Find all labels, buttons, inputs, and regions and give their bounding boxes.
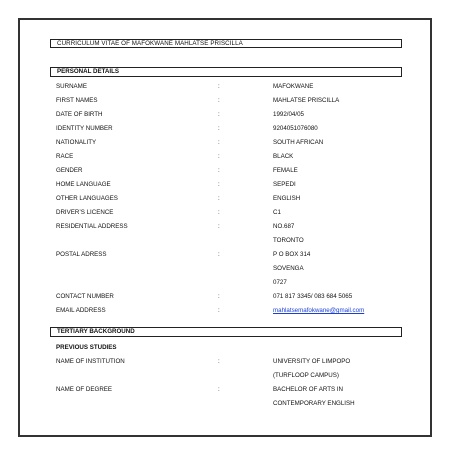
contact-number-value: 071 817 3345/ 083 684 5065	[273, 293, 353, 300]
section-tertiary-background: TERTIARY BACKGROUND	[50, 327, 402, 337]
colon: :	[218, 167, 220, 174]
contact-number-label: CONTACT NUMBER	[56, 293, 114, 300]
id-number-label: IDENTITY NUMBER	[56, 125, 113, 132]
institution-line1: UNIVERSITY OF LIMPOPO	[273, 358, 351, 365]
home-language-label: HOME LANGUAGE	[56, 181, 111, 188]
colon: :	[218, 251, 220, 258]
previous-studies-heading: PREVIOUS STUDIES	[56, 344, 117, 351]
residential-address-line1: NO.687	[273, 223, 295, 230]
postal-address-line3: 0727	[273, 279, 287, 286]
first-names-value: MAHLATSE PRISCILLA	[273, 97, 340, 104]
first-names-label: FIRST NAMES	[56, 97, 98, 104]
colon: :	[218, 195, 220, 202]
gender-label: GENDER	[56, 167, 83, 174]
surname-value: MAFOKWANE	[273, 83, 314, 90]
section-personal-details: PERSONAL DETAILS	[50, 67, 402, 77]
dob-label: DATE OF BIRTH	[56, 111, 103, 118]
email-link[interactable]: mahlatsemafokwane@gmail.com	[273, 307, 365, 314]
colon: :	[218, 386, 220, 393]
degree-line2: CONTEMPORARY ENGLISH	[273, 400, 355, 407]
nationality-label: NATIONALITY	[56, 139, 97, 146]
institution-label: NAME OF INSTITUTION	[56, 358, 125, 365]
colon: :	[218, 97, 220, 104]
colon: :	[218, 153, 220, 160]
drivers-licence-value: C1	[273, 209, 281, 216]
postal-address-label: POSTAL ADRESS	[56, 251, 107, 258]
colon: :	[218, 111, 220, 118]
postal-address-line1: P O BOX 314	[273, 251, 311, 258]
gender-value: FEMALE	[273, 167, 298, 174]
colon: :	[218, 358, 220, 365]
residential-address-label: RESIDENTIAL ADDRESS	[56, 223, 128, 230]
colon: :	[218, 307, 220, 314]
nationality-value: SOUTH AFRICAN	[273, 139, 324, 146]
race-value: BLACK	[273, 153, 294, 160]
degree-label: NAME OF DEGREE	[56, 386, 113, 393]
other-languages-label: OTHER LANGUAGES	[56, 195, 118, 202]
colon: :	[218, 223, 220, 230]
colon: :	[218, 139, 220, 146]
colon: :	[218, 83, 220, 90]
colon: :	[218, 293, 220, 300]
email-label: EMAIL ADDRESS	[56, 307, 106, 314]
other-languages-value: ENGLISH	[273, 195, 301, 202]
race-label: RACE	[56, 153, 74, 160]
drivers-licence-label: DRIVER’S LICENCE	[56, 209, 114, 216]
surname-label: SURNAME	[56, 83, 87, 90]
colon: :	[218, 209, 220, 216]
home-language-value: SEPEDI	[273, 181, 296, 188]
document-title: CURRICULUM VITAE OF MAFOKWANE MAHLATSE PRISCILLA	[50, 39, 402, 48]
institution-line2: (TURFLOOP CAMPUS)	[273, 372, 339, 379]
id-number-value: 9204051076080	[273, 125, 318, 132]
dob-value: 1992/04/05	[273, 111, 304, 118]
colon: :	[218, 181, 220, 188]
residential-address-line2: TORONTO	[273, 237, 304, 244]
postal-address-line2: SOVENGA	[273, 265, 304, 272]
colon: :	[218, 125, 220, 132]
degree-line1: BACHELOR OF ARTS IN	[273, 386, 344, 393]
